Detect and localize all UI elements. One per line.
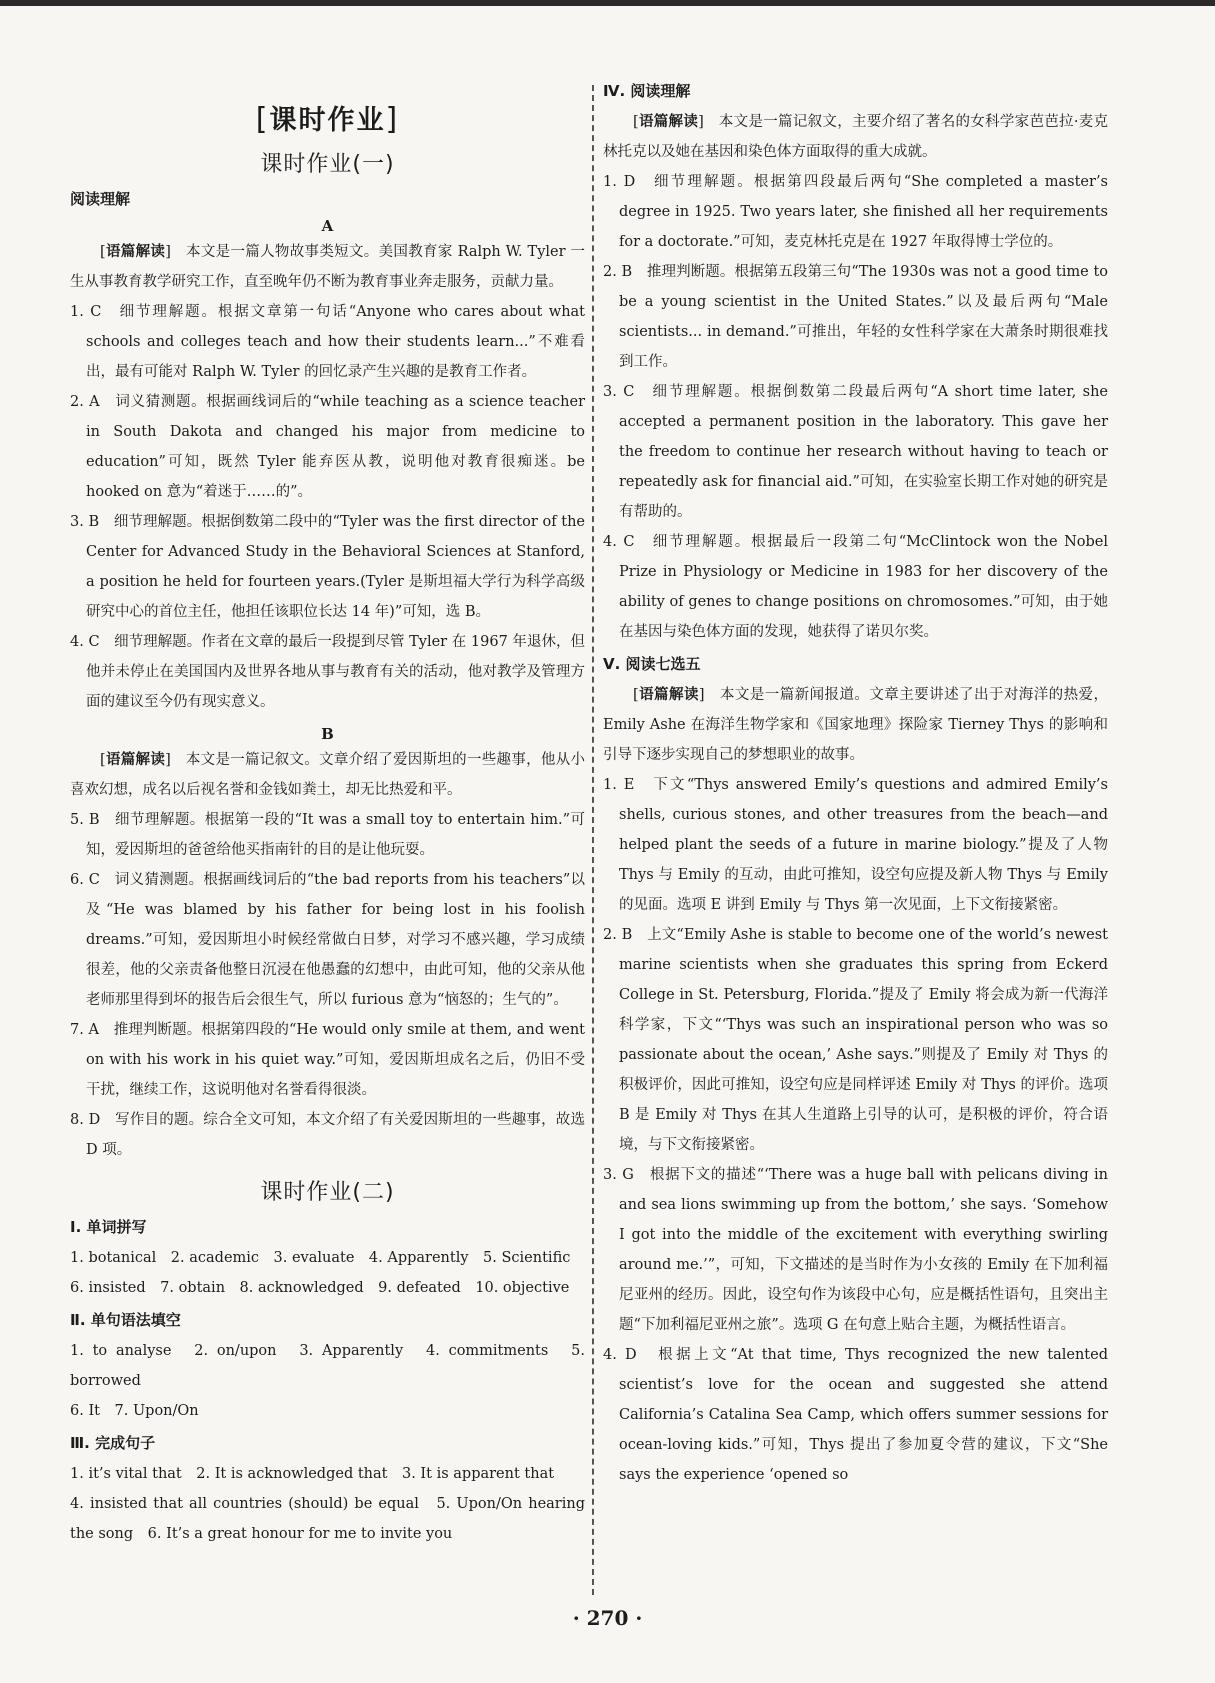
column-divider — [592, 85, 594, 1595]
page-title: [课时作业] — [255, 102, 400, 137]
answer-line: 6. insisted 7. obtain 8. acknowledged 9. defeated 10. objective — [70, 1280, 570, 1296]
answer-item: 2. B 推理判断题。根据第五段第三句“The 1930s was not a good time to be a young scientist in the United States.”以及最后两句“Male scientists... in demand.”可推出，年轻的女性科学家在大萧条时期很难找到工作。 — [603, 264, 1108, 370]
answer-line: 1. botanical 2. academic 3. evaluate 4. Apparently 5. Scientific — [70, 1250, 571, 1266]
section2-title: Ⅱ. 单句语法填空 — [70, 1311, 181, 1329]
answer-item: 7. A 推理判断题。根据第四段的“He would only smile at them, and went on with his work in his quiet way.”可知，爱因斯坦成名之后，仍旧不受干扰，继续工作，这说明他对名誉看得很淡。 — [70, 1022, 585, 1098]
answer-item: 3. G 根据下文的描述“‘There was a huge ball with pelicans diving in and sea lions swimming up from the bottom,’ she says. ‘Somehow I got into the middle of the excitement with everything swirling around me.’”，可知，下文描述的是当时作为小女孩的 Emily 在下加利福尼亚州的经历。因此，设空句作为该段中心句，应是概括性语句，且突出主题“下加利福尼亚州之旅”。选项 G 在句意上贴合主题，为概括性语言。 — [603, 1167, 1108, 1333]
left-column — [70, 80, 585, 1549]
part-b-intro: [语篇解读] 本文是一篇记叙文。文章介绍了爱因斯坦的一些趣事，他从小喜欢幻想，成名以后视名誉和金钱如粪土，却无比热爱和平。 — [70, 752, 585, 798]
answer-item: 8. D 写作目的题。综合全文可知，本文介绍了有关爱因斯坦的一些趣事，故选 D 项。 — [70, 1112, 585, 1158]
section1-title: Ⅰ. 单词拼写 — [70, 1218, 147, 1236]
answer-item: 4. D 根据上文“At that time, Thys recognized the new talented scientist’s love for the ocean and suggested she attend California’s Catalina Sea Camp, which offers summer sessions for ocean-loving kids.”可知，Thys 提出了参加夏令营的建议，下文“She says the experience ‘opened so — [603, 1347, 1108, 1483]
answer-line: 6. It 7. Upon/On — [70, 1403, 199, 1419]
reading-section-title: 阅读理解 — [70, 190, 131, 208]
lesson1-title: 课时作业(一) — [260, 152, 395, 177]
page-number: · 270 · — [572, 1606, 643, 1630]
scan-top-edge — [0, 0, 1215, 6]
lesson2-title: 课时作业(二) — [260, 1180, 395, 1205]
answer-item: 3. C 细节理解题。根据倒数第二段最后两句“A short time later, she accepted a permanent position in the laboratory. This gave her the freedom to continue her research without having to teach or repeatedly ask for financial aid.”可知，在实验室长期工作对她的研究是有帮助的。 — [603, 384, 1108, 520]
answer-item: 2. A 词义猜测题。根据画线词后的“while teaching as a science teacher in South Dakota and changed his major from medicine to education”可知，既然 Tyler 能弃医从教，说明他对教育很痴迷。be hooked on 意为“着迷于……的”。 — [70, 394, 585, 500]
answer-line: 1. to analyse 2. on/upon 3. Apparently 4. commitments 5. borrowed — [70, 1343, 585, 1389]
section5-intro: [语篇解读] 本文是一篇新闻报道。文章主要讲述了出于对海洋的热爱，Emily Ashe 在海洋生物学家和《国家地理》探险家 Tierney Thys 的影响和引导下逐步实现自己的梦想职业的故事。 — [603, 687, 1108, 763]
answer-item: 2. B 上文“Emily Ashe is stable to become one of the world’s newest marine scientists when she graduates this spring from Eckerd College in St. Petersburg, Florida.”提及了 Emily 将会成为新一代海洋科学家，下文“‘Thys was such an inspirational person who was so passionate about the ocean,’ Ashe says.”则提及了 Emily 对 Thys 的积极评价，因此可推知，设空句应是同样评述 Emily 对 Thys 的评价。选项 B 是 Emily 对 Thys 在其人生道路上引导的认可，是积极的评价，符合语境，与下文衔接紧密。 — [603, 927, 1108, 1153]
answer-item: 6. C 词义猜测题。根据画线词后的“the bad reports from his teachers”以及“He was blamed by his father for being lost in his foolish dreams.”可知，爱因斯坦小时候经常做白日梦，对学习不感兴趣，学习成绩很差，他的父亲责备他整日沉浸在他愚蠢的幻想中，由此可知，他的父亲从他老师那里得到坏的报告后会很生气，所以 furious 意为“恼怒的；生气的”。 — [70, 872, 585, 1008]
answer-item: 1. D 细节理解题。根据第四段最后两句“She completed a master’s degree in 1925. Two years later, she finished all her requirements for a doctorate.”可知，麦克林托克是在 1927 年取得博士学位的。 — [603, 174, 1108, 250]
answer-line: 1. it’s vital that 2. It is acknowledged that 3. It is apparent that — [70, 1466, 555, 1482]
part-a-intro: [语篇解读] 本文是一篇人物故事类短文。美国教育家 Ralph W. Tyler 一生从事教育教学研究工作，直至晚年仍不断为教育事业奔走服务，贡献力量。 — [70, 244, 585, 290]
answer-item: 4. C 细节理解题。根据最后一段第二句“McClintock won the Nobel Prize in Physiology or Medicine in 1983 for her discovery of the ability of genes to change positions on chromosomes.”可知，由于她在基因与染色体方面的发现，她获得了诺贝尔奖。 — [603, 534, 1108, 640]
section4-title: Ⅳ. 阅读理解 — [603, 82, 691, 100]
part-a-label: A — [321, 217, 334, 235]
section5-title: Ⅴ. 阅读七选五 — [603, 655, 701, 673]
answer-item: 1. C 细节理解题。根据文章第一句话“Anyone who cares about what schools and colleges teach and how their students learn...”不难看出，最有可能对 Ralph W. Tyler 的回忆录产生兴趣的是教育工作者。 — [70, 304, 585, 380]
section4-intro: [语篇解读] 本文是一篇记叙文，主要介绍了著名的女科学家芭芭拉·麦克林托克以及她在基因和染色体方面取得的重大成就。 — [603, 114, 1109, 160]
right-column — [603, 80, 1108, 1490]
answer-item: 4. C 细节理解题。作者在文章的最后一段提到尽管 Tyler 在 1967 年退休，但他并未停止在美国国内及世界各地从事与教育有关的活动，他对教学及管理方面的建议至今仍有现实意义。 — [70, 634, 585, 710]
section3-title: Ⅲ. 完成句子 — [70, 1434, 156, 1452]
answer-line: 4. insisted that all countries (should) be equal 5. Upon/On hearing the song 6. It’s a great honour for me to invite you — [70, 1496, 585, 1542]
part-b-label: B — [321, 725, 334, 743]
answer-item: 1. E 下文“Thys answered Emily’s questions and admired Emily’s shells, curious stones, and other treasures from the beach—and helped plant the seeds of a future in marine biology.”提及了人物 Thys 与 Emily 的互动，由此可推知，设空句应提及新人物 Thys 与 Emily 的见面。选项 E 讲到 Emily 与 Thys 第一次见面，上下文衔接紧密。 — [603, 777, 1108, 913]
answer-item: 3. B 细节理解题。根据倒数第二段中的“Tyler was the first director of the Center for Advanced Study in the Behavioral Sciences at Stanford, a position he held for fourteen years.(Tyler 是斯坦福大学行为科学高级研究中心的首位主任，他担任该职位长达 14 年)”可知，选 B。 — [70, 514, 585, 620]
answer-item: 5. B 细节理解题。根据第一段的“It was a small toy to entertain him.”可知，爱因斯坦的爸爸给他买指南针的目的是让他玩耍。 — [70, 812, 585, 858]
